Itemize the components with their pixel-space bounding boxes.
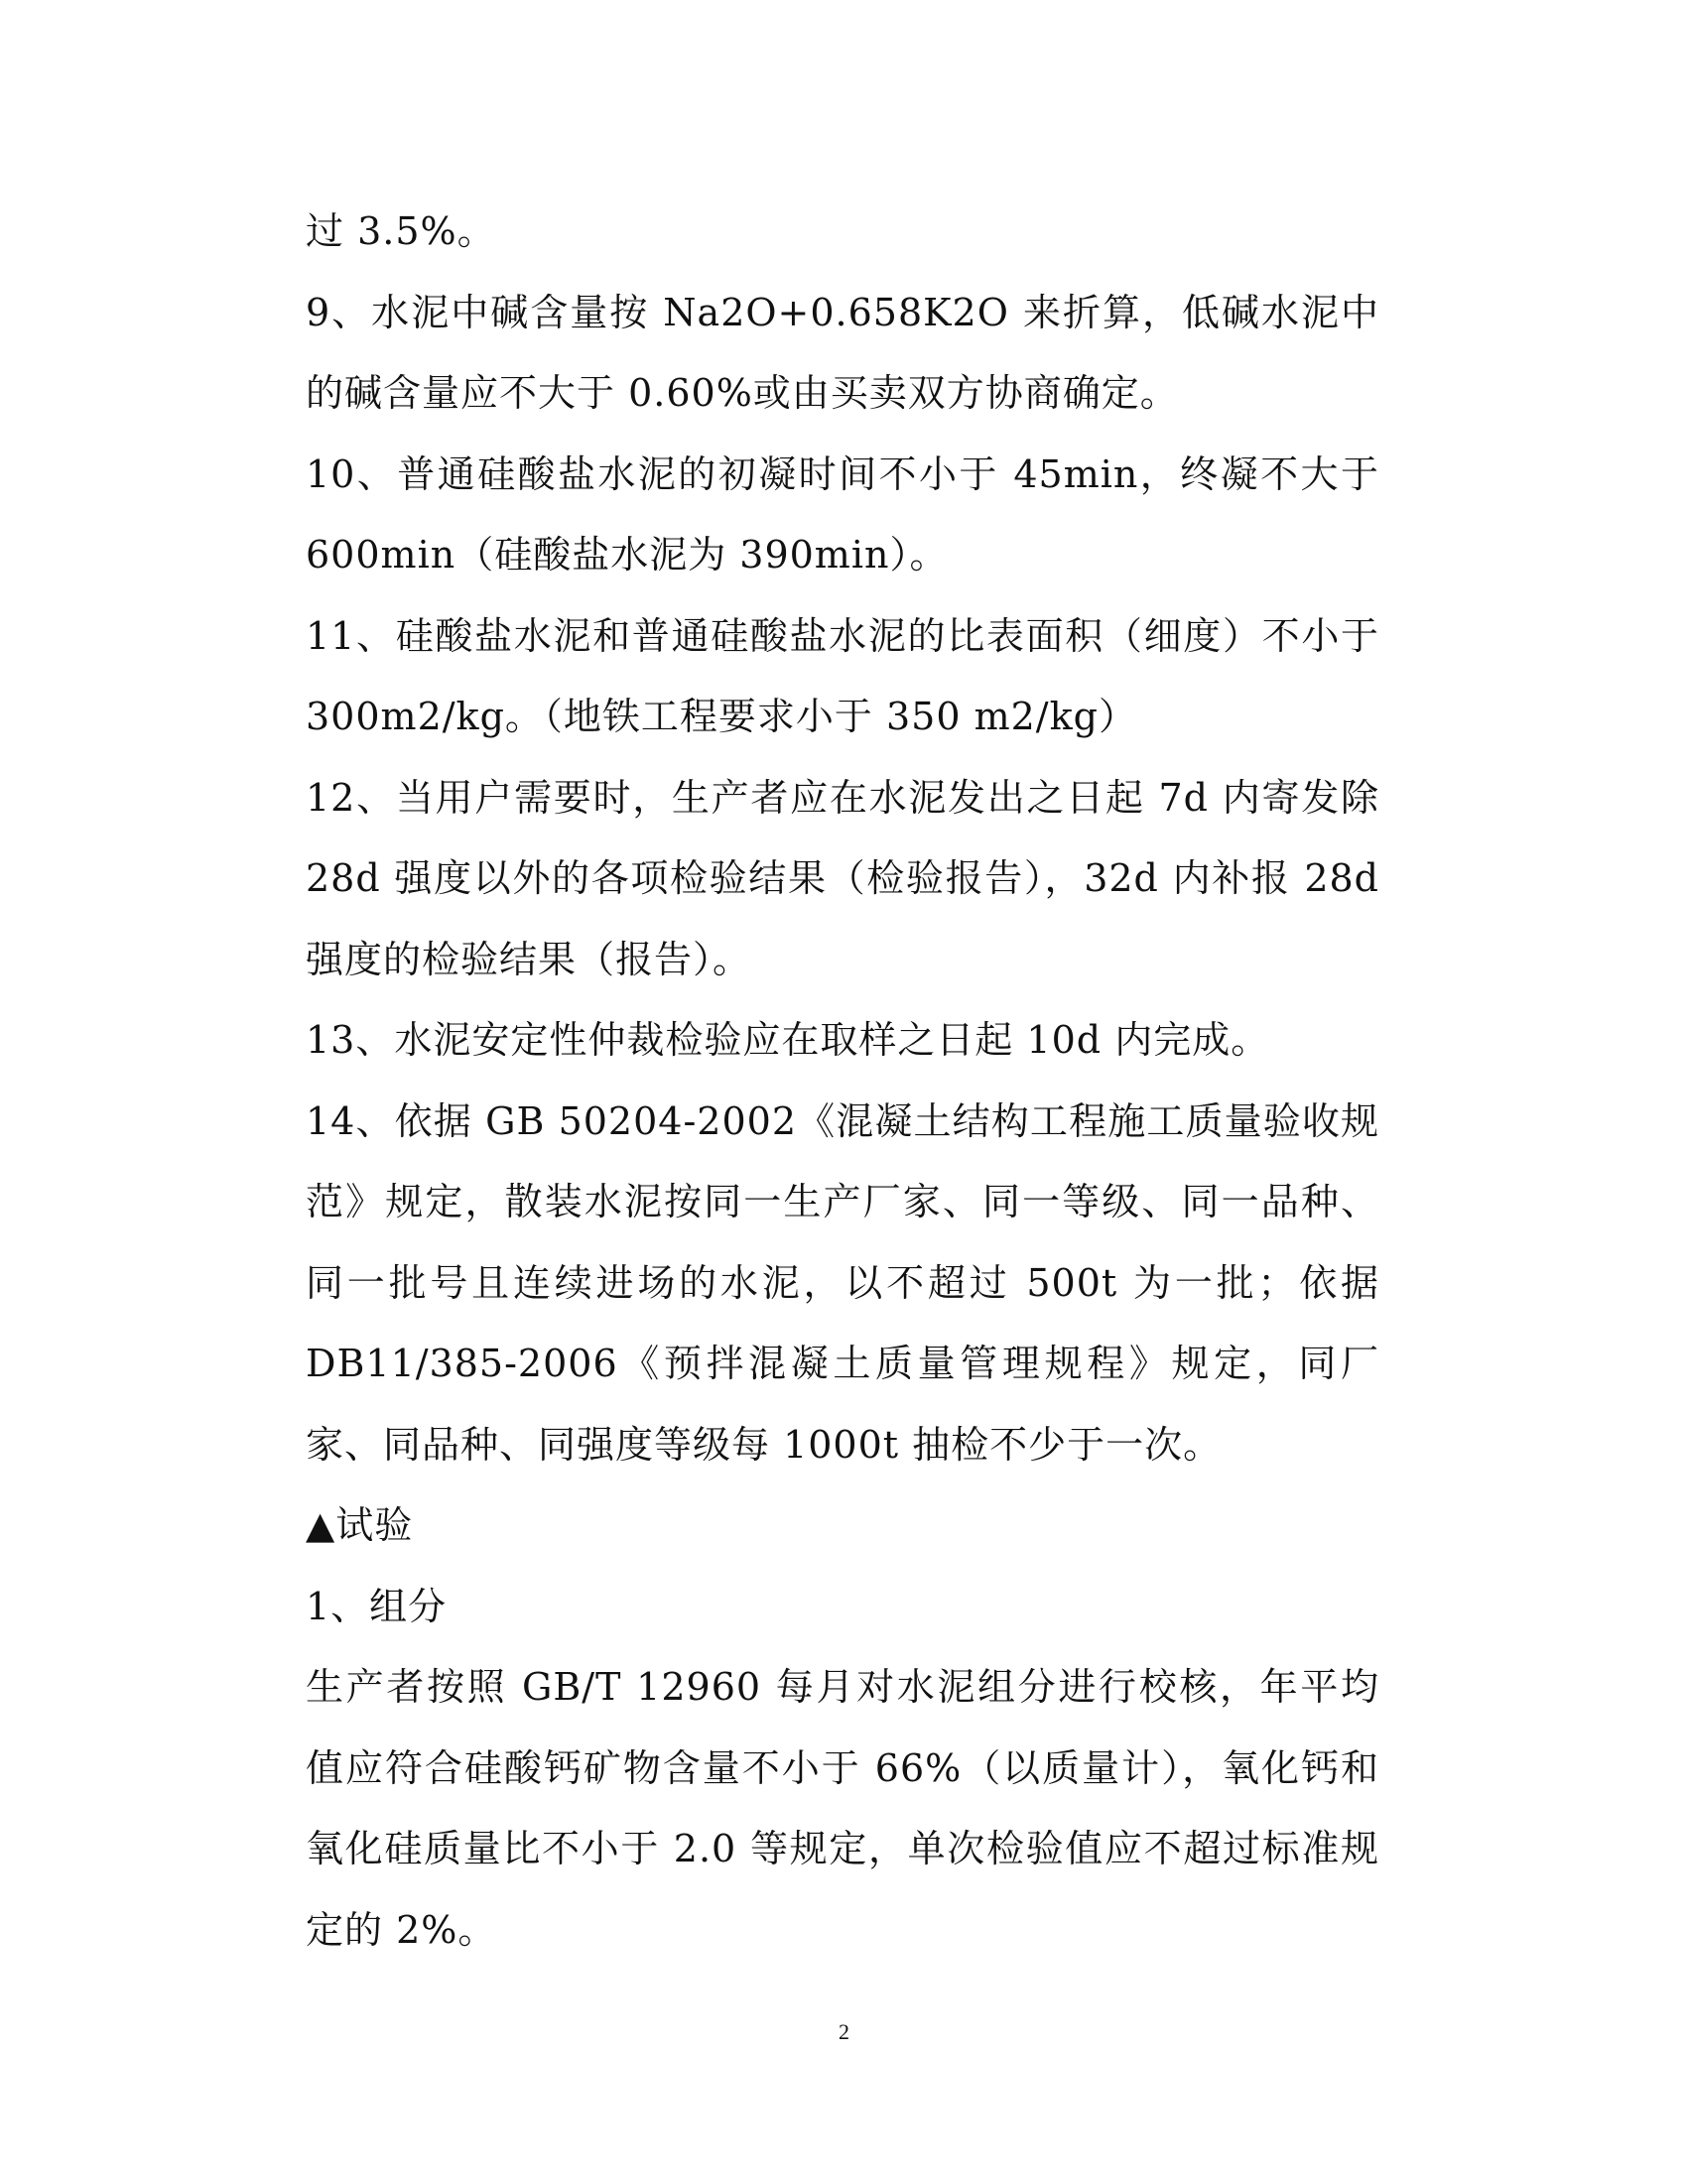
paragraph-continuation: 过 3.5%。 <box>306 209 496 253</box>
paragraph-item-10: 10、普通硅酸盐水泥的初凝时间不小于 45min，终凝不大于 600min（硅酸盐水泥为 390min）。 <box>306 451 1379 577</box>
paragraph-item-9: 9、水泥中碱含量按 Na2O+0.658K2O 来折算，低碱水泥中的碱含量应不大于 0.60%或由买卖双方协商确定。 <box>306 290 1379 415</box>
paragraph-item-14: 14、依据 GB 50204-2002《混凝土结构工程施工质量验收规范》规定，散装水泥按同一生产厂家、同一等级、同一品种、同一批号且连续进场的水泥，以不超过 500t 为一批；依据 DB11/385-2006《预拌混凝土质量管理规程》规定，同厂家、同品种、同强度等级每 1000t 抽检不少于一次。 <box>306 1098 1379 1467</box>
paragraph-item-11: 11、硅酸盐水泥和普通硅酸盐水泥的比表面积（细度）不小于 300m2/kg。（地铁工程要求小于 350 m2/kg） <box>306 613 1379 738</box>
paragraph-item-13: 13、水泥安定性仲裁检验应在取样之日起 10d 内完成。 <box>306 1018 1270 1062</box>
paragraph-item-12: 12、当用户需要时，生产者应在水泥发出之日起 7d 内寄发除 28d 强度以外的各项检验结果（检验报告），32d 内补报 28d 强度的检验结果（报告）。 <box>306 775 1379 981</box>
page-number: 2 <box>839 2019 849 2044</box>
subheading-composition: 1、组分 <box>306 1584 448 1628</box>
document-body <box>306 192 1379 1971</box>
section-heading-test: ▲试验 <box>306 1503 414 1547</box>
paragraph-composition-body: 生产者按照 GB/T 12960 每月对水泥组分进行校核，年平均值应符合硅酸钙矿物含量不小于 66%（以质量计），氧化钙和氧化硅质量比不小于 2.0 等规定，单次检验值应不超过标准规定的 2%。 <box>306 1665 1379 1952</box>
